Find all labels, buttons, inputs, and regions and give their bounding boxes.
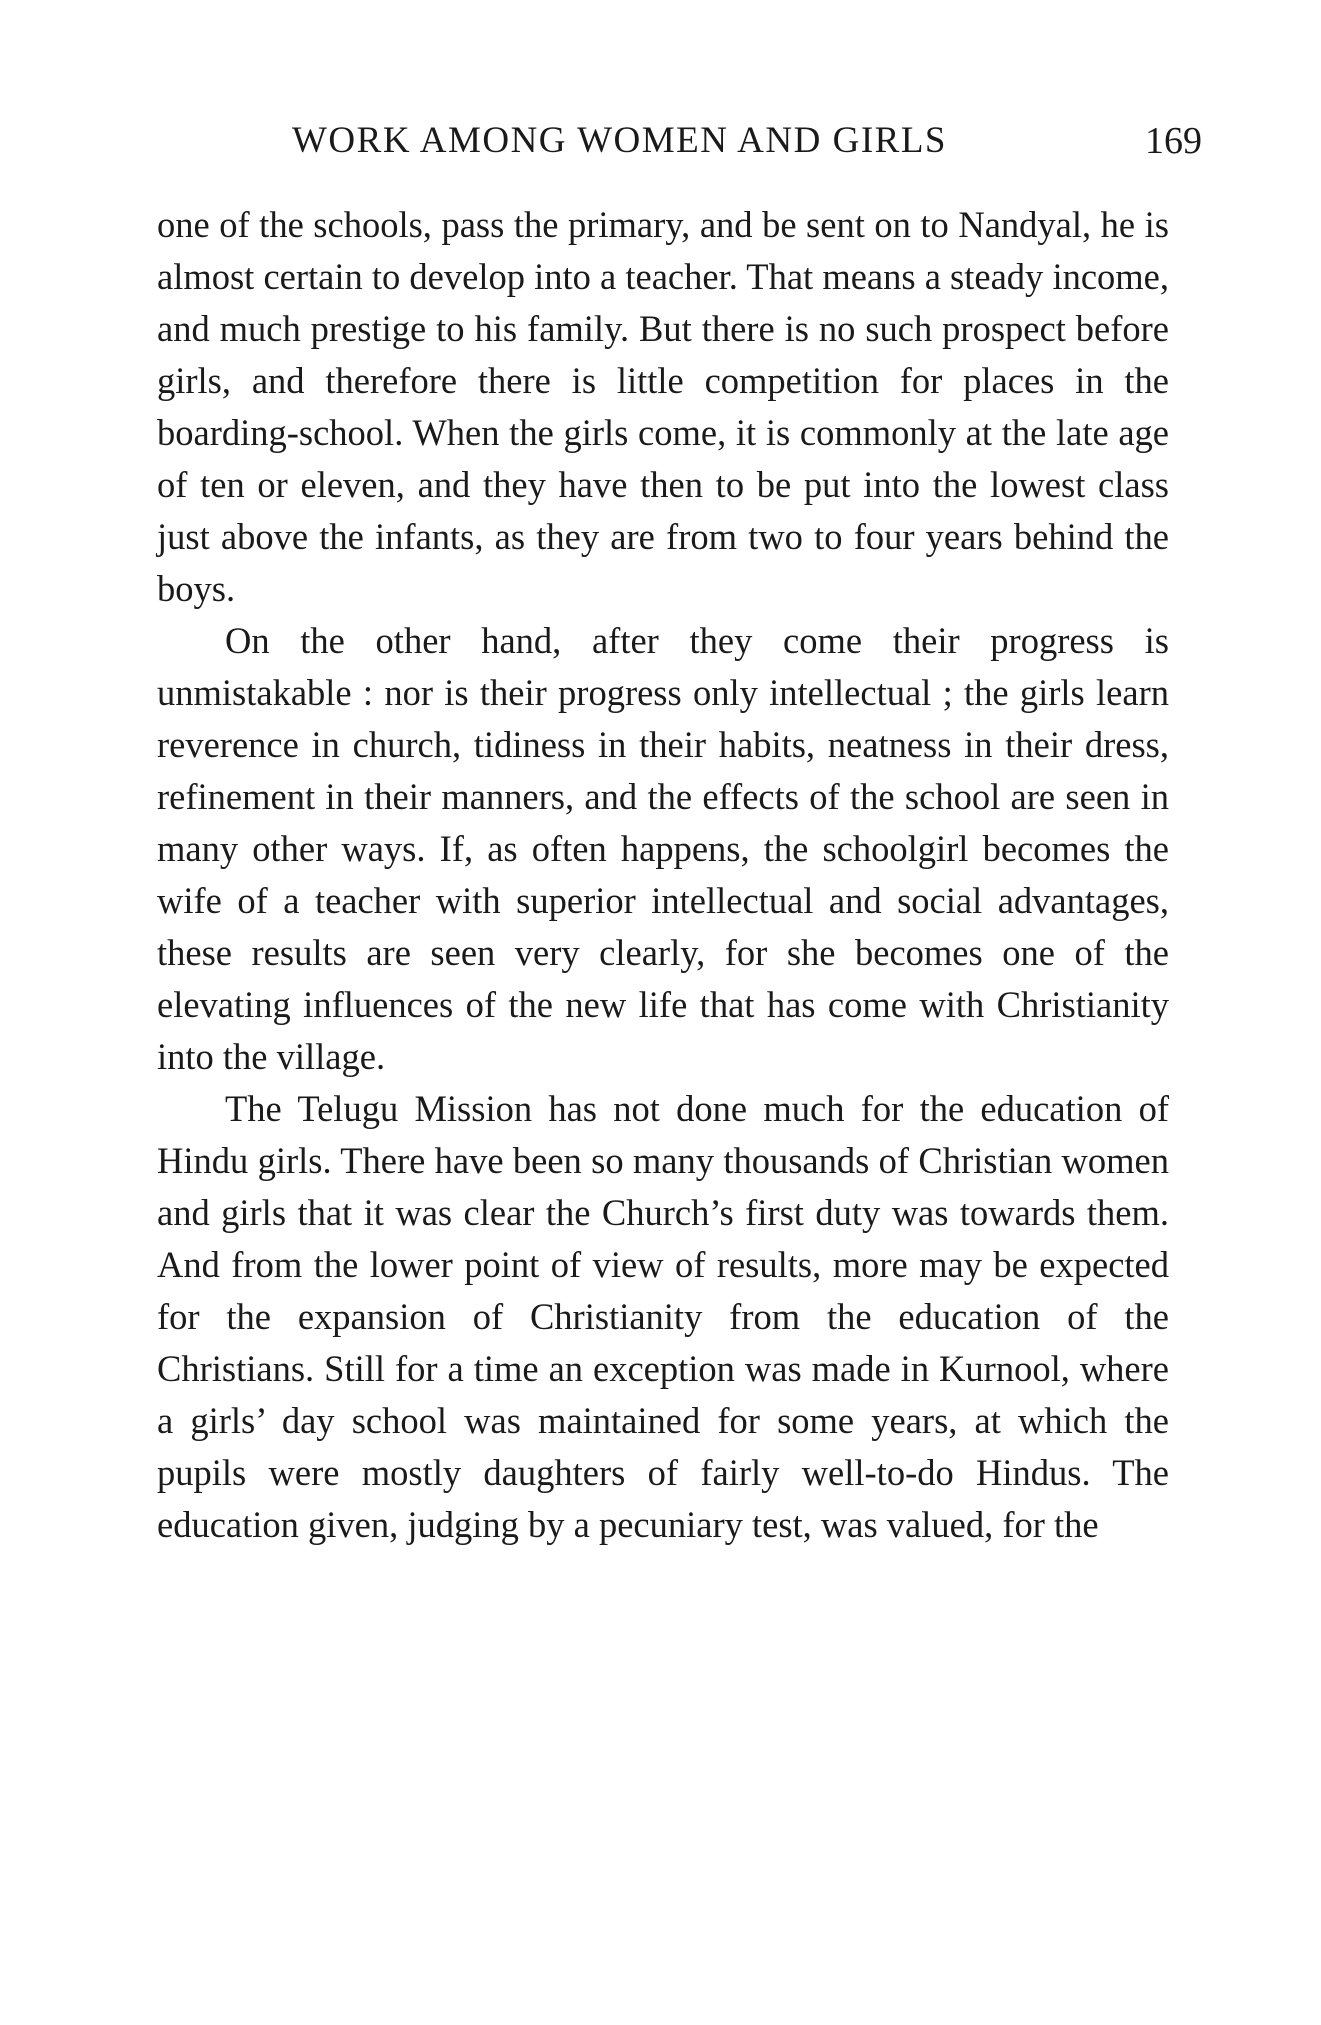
paragraph-girls-progress: On the other hand, after they come their progress is unmistakable : nor is their progress only intellectual ; the girls learn reverence in church, tidiness in their habits, neatness in their dress, refinement in their manners, and the effects of the school are seen in many other ways. If, as often happens, the schoolgirl becomes the wife of a teacher with superior intellectual and social advantages, these results are seen very clearly, for she becomes one of the elevating influences of the new life that has come with Christianity into the village. xyxy=(157,620,1169,1077)
body-text xyxy=(157,199,1169,1551)
paragraph-telugu-mission: The Telugu Mission has not done much for the education of Hindu girls. There have been so many thousands of Christian women and girls that it was clear the Church’s first duty was towards them. And from the lower point of view of results, more may be expected for the expansion of Christianity from the education of the Christians. Still for a time an exception was made in Kurnool, where a girls’ day school was maintained for some years, at which the pupils were mostly daughters of fairly well-to-do Hindus. The education given, judging by a pecuniary test, was valued, for the xyxy=(157,1088,1169,1545)
paragraph-continued: one of the schools, pass the primary, and be sent on to Nandyal, he is almost certain to develop into a teacher. That means a steady income, and much prestige to his family. But there is no such prospect before girls, and therefore there is little competition for places in the boarding-school. When the girls come, it is commonly at the late age of ten or eleven, and they have then to be put into the lowest class just above the infants, as they are from two to four years behind the boys. xyxy=(157,204,1169,609)
running-title: WORK AMONG WOMEN AND GIRLS xyxy=(292,120,947,161)
running-head xyxy=(157,113,1202,169)
page-number: 169 xyxy=(1145,120,1202,162)
